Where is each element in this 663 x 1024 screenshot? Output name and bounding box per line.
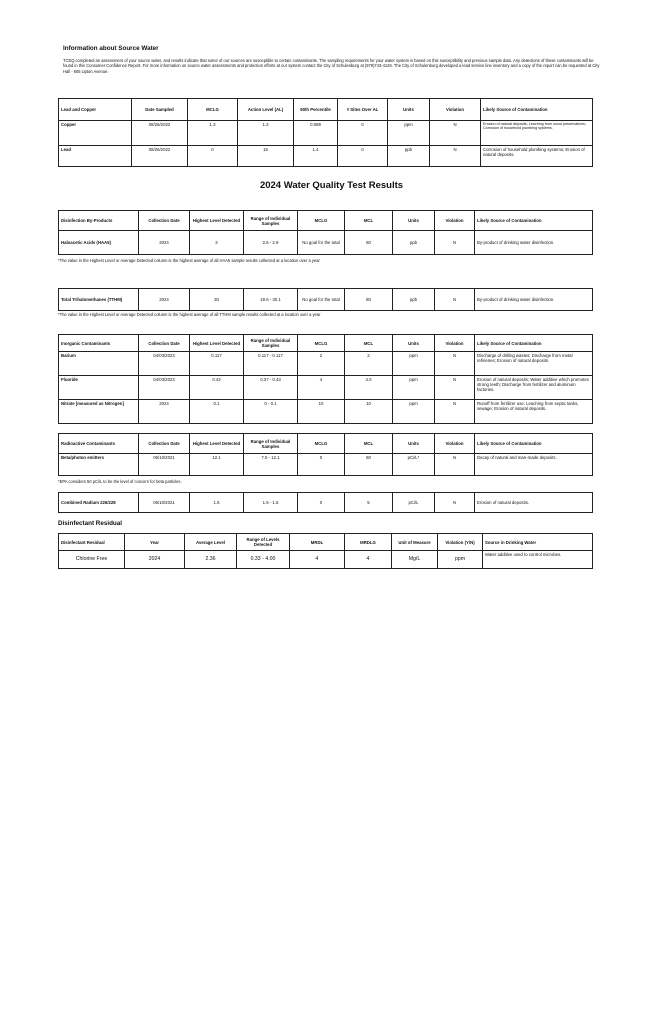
col-header: MCLG bbox=[298, 211, 345, 231]
col-header: Average Level bbox=[185, 534, 237, 551]
col-header: Units bbox=[393, 211, 435, 231]
cell: Erosion of natural deposits; Water additive which promotes strong teeth; Discharge from fertilizer and aluminum factories. bbox=[475, 376, 593, 400]
cell: Corrosion of household plumbing systems; Erosion of natural deposits. bbox=[481, 146, 593, 167]
col-header: Units bbox=[388, 99, 430, 121]
col-header: MCL bbox=[345, 335, 393, 352]
cell: 15 bbox=[238, 146, 294, 167]
dbp-table bbox=[58, 210, 593, 255]
cell: 0 - 0.1 bbox=[244, 400, 298, 424]
cell: N bbox=[435, 454, 475, 476]
cell: 0.33 - 4.00 bbox=[237, 551, 290, 569]
cell: 12.1 bbox=[190, 454, 244, 476]
cell: 50 bbox=[345, 454, 393, 476]
col-header: MCL bbox=[345, 434, 393, 454]
col-header: 90th Percentile bbox=[294, 99, 338, 121]
cell: Discharge of drilling wastes; Discharge from metal refineries; Erosion of natural deposits. bbox=[475, 352, 593, 376]
table-row bbox=[59, 231, 593, 255]
cell: Copper bbox=[59, 121, 132, 146]
cell: By-product of drinking water disinfection. bbox=[475, 231, 593, 255]
table-row bbox=[59, 146, 593, 167]
col-header: Source in Drinking Water bbox=[483, 534, 593, 551]
cell: 1.3 bbox=[238, 121, 294, 146]
col-header: Highest Level Detected bbox=[190, 211, 244, 231]
table-row bbox=[59, 454, 593, 476]
cell: 2024 bbox=[139, 400, 190, 424]
inorganic-table bbox=[58, 334, 593, 424]
cell: 1.4 bbox=[294, 146, 338, 167]
cell: Chlorine Free bbox=[59, 551, 125, 569]
cell: ppb bbox=[388, 146, 430, 167]
cell: 0.117 bbox=[190, 352, 244, 376]
cell: 4 bbox=[298, 376, 345, 400]
cell: N bbox=[430, 146, 481, 167]
table-row bbox=[59, 121, 593, 146]
col-header: MCLG bbox=[298, 335, 345, 352]
radium-table bbox=[58, 492, 593, 513]
cell: Decay of natural and man-made deposits. bbox=[475, 454, 593, 476]
col-header: Violation bbox=[435, 335, 475, 352]
cell: 0 bbox=[188, 146, 238, 167]
table-row bbox=[59, 400, 593, 424]
cell: 1.5 - 1.5 bbox=[244, 493, 298, 513]
page-title: 2024 Water Quality Test Results bbox=[259, 180, 404, 191]
cell: 0.1 bbox=[190, 400, 244, 424]
table-header-row bbox=[59, 434, 593, 454]
col-header: Collection Date bbox=[139, 335, 190, 352]
cell: 2.6 - 2.9 bbox=[244, 231, 298, 255]
cell: Combined Radium 226/228 bbox=[59, 493, 139, 513]
col-header: MCLG bbox=[298, 434, 345, 454]
haa5-note: *The value in the Highest Level or Average Detected column is the highest average of all HAA5 sample results collected at a location over a year bbox=[58, 258, 320, 263]
cell: 30 bbox=[190, 289, 244, 311]
cell: 06/10/2021 bbox=[139, 454, 190, 476]
table-header-row bbox=[59, 211, 593, 231]
cell: 2 bbox=[298, 352, 345, 376]
cell: 04/03/2023 bbox=[139, 352, 190, 376]
beta-note: *EPA considers 50 pCi/L to be the level of concern for beta particles. bbox=[58, 479, 182, 484]
cell: Erosion of natural deposits. bbox=[475, 493, 593, 513]
col-header: Violation bbox=[430, 99, 481, 121]
cell: 2.36 bbox=[185, 551, 237, 569]
table-row bbox=[59, 289, 593, 311]
cell: 2024 bbox=[125, 551, 185, 569]
cell: 04/03/2023 bbox=[139, 376, 190, 400]
cell: 5 bbox=[345, 493, 393, 513]
radioactive-table bbox=[58, 433, 593, 476]
table-row bbox=[59, 493, 593, 513]
cell: 3 bbox=[190, 231, 244, 255]
cell: N bbox=[430, 121, 481, 146]
cell: 1.3 bbox=[188, 121, 238, 146]
cell: Haloacetic Acids (HAA5) bbox=[59, 231, 139, 255]
col-header: Collection Date bbox=[139, 211, 190, 231]
disinfectant-table bbox=[58, 533, 593, 569]
cell: Erosion of natural deposits; Leaching from wood preservatives; Corrosion of household plumbing systems. bbox=[481, 121, 593, 146]
cell: 2024 bbox=[139, 231, 190, 255]
cell: Barium bbox=[59, 352, 139, 376]
cell: 0.43 bbox=[190, 376, 244, 400]
cell: ppm bbox=[393, 400, 435, 424]
cell: By-product of drinking water disinfection. bbox=[475, 289, 593, 311]
col-header: Disinfectant Residual bbox=[59, 534, 125, 551]
col-header: Units bbox=[393, 434, 435, 454]
cell: 0.117 - 0.117 bbox=[244, 352, 298, 376]
col-header: MRDLG bbox=[345, 534, 392, 551]
col-header: Highest Level Detected bbox=[190, 335, 244, 352]
cell: 0.37 - 0.43 bbox=[244, 376, 298, 400]
cell: Beta/photon emitters bbox=[59, 454, 139, 476]
cell: 06/10/2021 bbox=[139, 493, 190, 513]
cell: ppm bbox=[393, 352, 435, 376]
cell: 0.089 bbox=[294, 121, 338, 146]
col-header: Date Sampled bbox=[132, 99, 188, 121]
cell: 4 bbox=[345, 551, 392, 569]
cell: No goal for the total bbox=[298, 289, 345, 311]
cell: 4 bbox=[290, 551, 345, 569]
cell: N bbox=[435, 400, 475, 424]
cell: Lead bbox=[59, 146, 132, 167]
cell: 60 bbox=[345, 231, 393, 255]
col-header: Action Level (AL) bbox=[238, 99, 294, 121]
cell: No goal for the total bbox=[298, 231, 345, 255]
table-header-row bbox=[59, 534, 593, 551]
cell: Total Trihalomethanes (TTHM) bbox=[59, 289, 139, 311]
source-water-title: Information about Source Water bbox=[63, 45, 159, 52]
cell: 0 bbox=[298, 493, 345, 513]
col-header: Range of Individual Samples bbox=[244, 335, 298, 352]
col-header: Likely Source of Contamination bbox=[481, 99, 593, 121]
col-header: Year bbox=[125, 534, 185, 551]
source-water-text: TCEQ completed an assessment of your source water, and results indicate that some of our sources are susceptible to certain contaminants. The sampling requirements for your water system is based on this susceptibility and previous sample data. Any detections of these contaminants will be found in this Consumer Confidence Report. For more information on source water assessments and protection efforts at our system contact the City of Schulenburg at (979)743-4126. The City of Schulenburg developed a lead service line inventory and a copy of the report can be requested at City Hall - 605 Upton Avenue. bbox=[63, 58, 600, 74]
cell: 4.0 bbox=[345, 376, 393, 400]
table-row bbox=[59, 352, 593, 376]
col-header: Likely Source of Contamination bbox=[475, 211, 593, 231]
cell: pCi/L* bbox=[393, 454, 435, 476]
cell: 08/26/2022 bbox=[132, 121, 188, 146]
col-header: MRDL bbox=[290, 534, 345, 551]
col-header: Likely Source of Contamination bbox=[475, 434, 593, 454]
col-header: Violation bbox=[435, 211, 475, 231]
cell: 7.5 - 12.1 bbox=[244, 454, 298, 476]
cell: ppm bbox=[393, 376, 435, 400]
col-header: Collection Date bbox=[139, 434, 190, 454]
cell: 19.6 - 30.1 bbox=[244, 289, 298, 311]
col-header: Range of Individual Samples bbox=[244, 211, 298, 231]
cell: Runoff from fertilizer use; Leaching from septic tanks, sewage; Erosion of natural deposits. bbox=[475, 400, 593, 424]
cell: ppb bbox=[393, 289, 435, 311]
col-header: Units bbox=[393, 335, 435, 352]
col-header: Inorganic Contaminants bbox=[59, 335, 139, 352]
tthm-table bbox=[58, 288, 593, 311]
col-header: Disinfection By-Products bbox=[59, 211, 139, 231]
cell: N bbox=[435, 289, 475, 311]
cell: N bbox=[435, 231, 475, 255]
col-header: Highest Level Detected bbox=[190, 434, 244, 454]
col-header: # Sites Over AL bbox=[338, 99, 388, 121]
cell: N bbox=[435, 376, 475, 400]
col-header: Violation (Y/N) bbox=[438, 534, 483, 551]
cell: 80 bbox=[345, 289, 393, 311]
col-header: Violation bbox=[435, 434, 475, 454]
col-header: Unit of Measure bbox=[392, 534, 438, 551]
cell: Fluoride bbox=[59, 376, 139, 400]
cell: Mg/L bbox=[392, 551, 438, 569]
cell: 1.5 bbox=[190, 493, 244, 513]
cell: 0 bbox=[298, 454, 345, 476]
cell: 08/26/2022 bbox=[132, 146, 188, 167]
lead-copper-table bbox=[58, 98, 593, 167]
col-header: MCL bbox=[345, 211, 393, 231]
cell: N bbox=[435, 493, 475, 513]
col-header: Lead and Copper bbox=[59, 99, 132, 121]
cell: 10 bbox=[345, 400, 393, 424]
cell: Nitrate [measured as Nitrogen] bbox=[59, 400, 139, 424]
cell: 2 bbox=[345, 352, 393, 376]
cell: N bbox=[435, 352, 475, 376]
col-header: Likely Source of Contamination bbox=[475, 335, 593, 352]
cell: 2024 bbox=[139, 289, 190, 311]
cell: ppm bbox=[438, 551, 483, 569]
table-row bbox=[59, 551, 593, 569]
cell: ppm bbox=[388, 121, 430, 146]
table-header-row bbox=[59, 335, 593, 352]
tthm-note: *The value in the Highest Level or Average Detected column is the highest average of all TTHM sample results collected at a location over a year bbox=[58, 312, 321, 317]
cell: pCi/L bbox=[393, 493, 435, 513]
cell: 0 bbox=[338, 121, 388, 146]
col-header: MCLG bbox=[188, 99, 238, 121]
cell: ppb bbox=[393, 231, 435, 255]
table-header-row bbox=[59, 99, 593, 121]
disinfectant-title: Disinfectant Residual bbox=[58, 520, 123, 527]
col-header: Range of Individual Samples bbox=[244, 434, 298, 454]
cell: Water additive used to control microbes. bbox=[483, 551, 593, 569]
cell: 0 bbox=[338, 146, 388, 167]
col-header: Radioactive Contaminants bbox=[59, 434, 139, 454]
table-row bbox=[59, 376, 593, 400]
cell: 10 bbox=[298, 400, 345, 424]
col-header: Range of Levels Detected bbox=[237, 534, 290, 551]
